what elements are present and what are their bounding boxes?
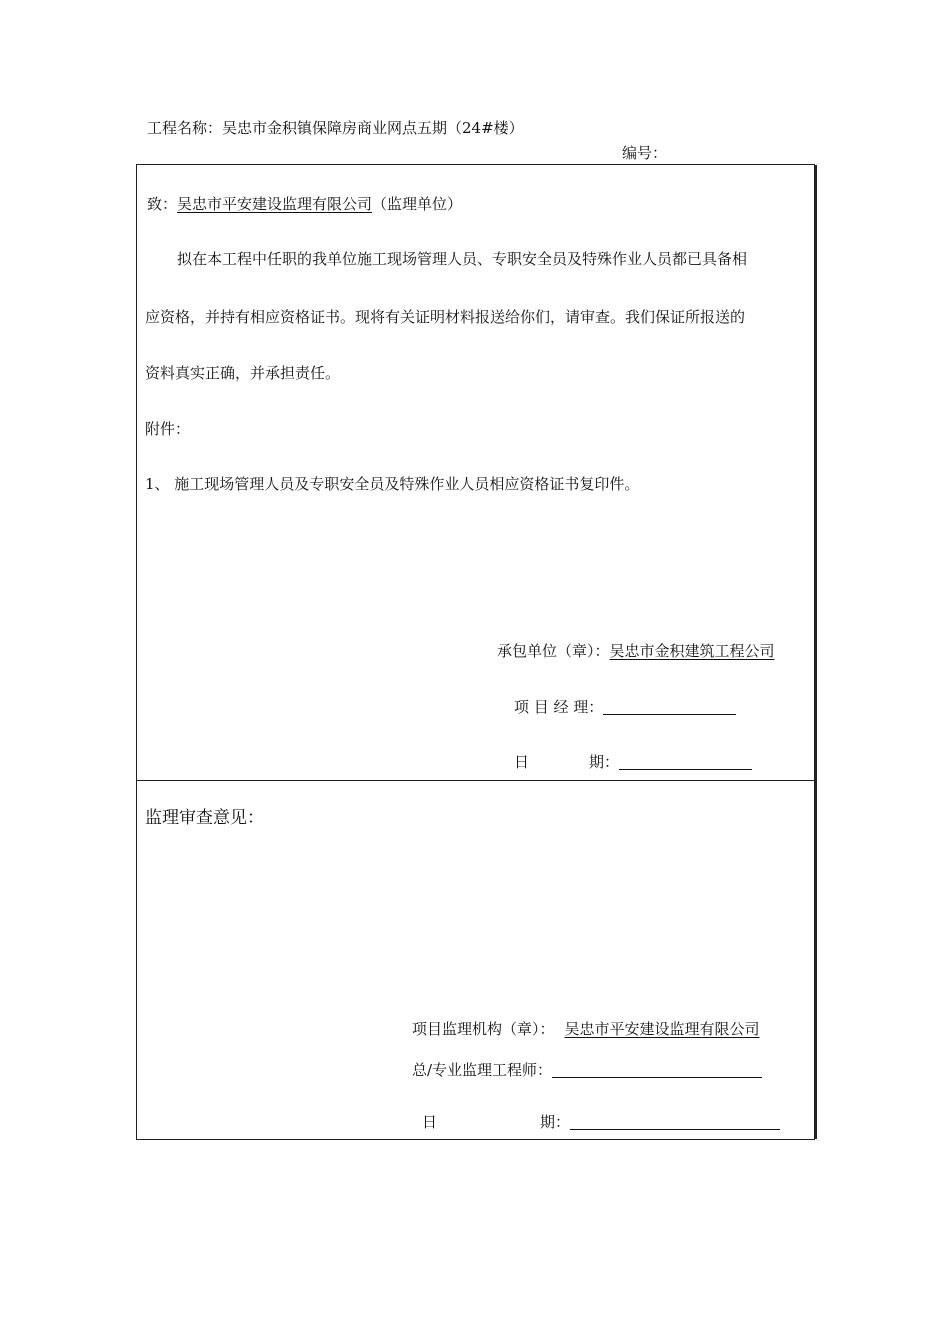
review-date-label-right: 期： bbox=[540, 1113, 571, 1131]
contractor-line bbox=[497, 644, 775, 659]
addressee-company: 吴忠市平安建设监理有限公司 bbox=[177, 195, 373, 213]
review-date-field[interactable] bbox=[570, 1115, 780, 1130]
review-date-line bbox=[422, 1115, 780, 1130]
engineer-line bbox=[412, 1063, 762, 1078]
manager-label: 项 目 经 理： bbox=[514, 698, 604, 716]
section-divider bbox=[137, 780, 814, 781]
contractor-label: 承包单位（章）： bbox=[497, 642, 610, 660]
review-org-name: 吴忠市平安建设监理有限公司 bbox=[564, 1020, 760, 1038]
engineer-signature-field[interactable] bbox=[552, 1063, 762, 1078]
manager-line bbox=[514, 700, 736, 715]
serial-number-label: 编号： bbox=[622, 144, 668, 162]
review-date-label-left: 日 bbox=[422, 1113, 438, 1131]
date-label-left: 日 bbox=[514, 753, 530, 771]
project-label: 工程名称： bbox=[147, 119, 223, 137]
review-heading: 监理审查意见： bbox=[145, 808, 264, 828]
body-line-2: 应资格，并持有相应资格证书。现将有关证明材料报送给你们，请审查。我们保证所报送的 bbox=[145, 308, 746, 326]
review-org-line bbox=[412, 1022, 766, 1037]
table-border-right bbox=[815, 165, 817, 1139]
addressee-prefix: 致： bbox=[147, 195, 178, 213]
contractor-name: 吴忠市金积建筑工程公司 bbox=[609, 642, 775, 660]
date-label-right: 期： bbox=[589, 753, 620, 771]
addressee-suffix: （监理单位） bbox=[372, 195, 463, 213]
project-title bbox=[147, 121, 524, 136]
body-line-1: 拟在本工程中任职的我单位施工现场管理人员、专职安全员及特殊作业人员都已具备相 bbox=[177, 250, 748, 268]
project-name: 吴忠市金积镇保障房商业网点五期（24#楼） bbox=[222, 119, 524, 137]
review-org-label: 项目监理机构（章）： bbox=[412, 1020, 555, 1038]
application-date-line bbox=[514, 755, 752, 770]
attachment-label: 附件： bbox=[145, 420, 191, 438]
engineer-label: 总/专业监理工程师： bbox=[412, 1061, 553, 1079]
application-date-field[interactable] bbox=[619, 755, 752, 770]
body-line-3: 资料真实正确，并承担责任。 bbox=[145, 364, 341, 382]
attachment-item: 1、 施工现场管理人员及专职安全员及特殊作业人员相应资格证书复印件。 bbox=[145, 475, 640, 493]
addressee-line bbox=[147, 197, 462, 212]
manager-signature-field[interactable] bbox=[603, 700, 736, 715]
